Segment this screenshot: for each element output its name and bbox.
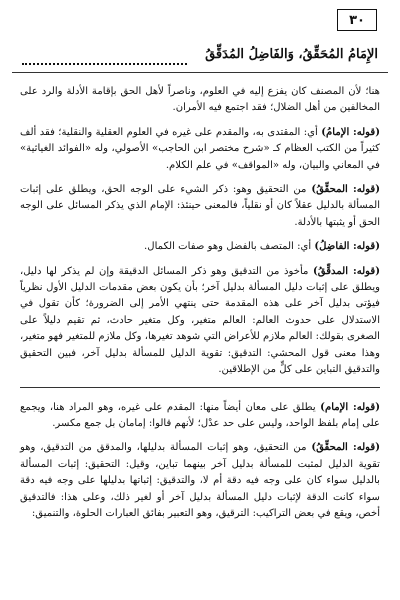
paragraph	[20, 84, 380, 117]
paragraph-text: يطلق على معان أيضاً منها: المقدم على غيره، وهو المراد هنا، ويجمع على إمام بلفظ الواحد، وليس على حد عدْل؛ لأنهم قالوا: إمامان بل جمع مكسر.	[20, 401, 380, 429]
paragraph	[20, 125, 380, 174]
page-number: ٣٠	[349, 12, 365, 28]
header-divider	[12, 72, 388, 73]
section-divider	[20, 387, 380, 388]
page-number-box	[337, 9, 377, 31]
paragraph-text: هنا؛ لأن المصنف كان يفزع إليه في العلوم، وناصراً لأهل الحق بإقامة الأدلة والرد على المخالفين من أهل الضلال؛ فقد اجتمع فيه الأمران.	[20, 86, 380, 114]
paragraph-text: أي: المتصف بالفضل وهو صفات الكمال.	[144, 241, 315, 253]
paragraph-term: (قوله: الفاضِلُ)	[314, 241, 380, 253]
running-header-title: الإِمَامُ المُحَقِّقُ، وَالفَاضِلُ المُدَقِّقُ	[205, 47, 378, 62]
paragraph-text: من التحقيق، وهو إثبات المسألة بدليلها، والمدقق من التدقيق، وهو تقوية الدليل لمثبت للمسألة بدليل آخر بينهما تباين، وقيل: التحقيق: إثبات المسألة بالدليل سواء كان على وجه فيه دقة أم لا، والتدقيق: إثباتها بدليلها على وجه فيه دقة سواء كانت الدقة لإثبات دليل المسألة بدليل آخر أو لغير ذلك، وعلى هذا: فالتدقيق أخص، ويقع في بعض التراكيب: الترقيق، وهو التعبير بفائق العبارات الحلوة، والتنميق:	[20, 442, 380, 519]
commentary-section	[20, 84, 380, 379]
paragraph	[20, 264, 380, 379]
paragraph-term: (قوله: المحقِّقُ)	[311, 442, 380, 454]
paragraph	[20, 182, 380, 231]
paragraph-term: (قوله: الإمامُ)	[321, 126, 380, 138]
paragraph-term: (قوله: المحقِّقُ)	[311, 184, 381, 196]
paragraph	[20, 400, 380, 433]
paragraph-text: مأخوذ من التدقيق وهو ذكر المسائل الدقيقة وإن لم يذكر لها دليل، ويطلق على إثبات دليل المسألة بدليل آخر؛ بأن يكون بعض مقدمات الدليل الأول نظرياً فيؤتى بدليل آخر على هذه المقدمة حتى ينتهي الأمر إلى الضرورة؛ كأن تقول في الاستدلال على حدوث العالم: العالم متغير، وكل متغير حادث، ثم تقيم دليلاً على الصغرى بقولك: العالم ملازم للأعراض التي شوهد تغيرها، وكل ملازم للمتغير فهو متغير، وهذا معنى قول المحشي: التدقيق: تقوية الدليل للمسألة بدليل آخر، فبين التحقيق والتدقيق التباين على كلٍّ من الإطلاقين.	[20, 265, 380, 376]
paragraph-text: أي: المقتدى به، والمقدم على غيره في العلوم العقلية والنقلية؛ فقد ألف كثيراً من الكتب العظام كـ «شرح مختصر ابن الحاجب» الأصولي، وله «الفوائد الغياثية» في المعاني والبيان، وله «المواقف» في علم الكلام.	[20, 126, 380, 171]
paragraph-text: من التحقيق وهو: ذكر الشيء على الوجه الحق، ويطلق على إثبات المسألة بالدليل عقلاً كان أو نقلياً، فالمعنى حينئذ: الإمام الذي يذكر المسائل على الوجه الحق أو يثبتها بالأدلة.	[20, 184, 380, 228]
header-dotted-rule	[22, 63, 187, 65]
paragraph	[20, 239, 380, 255]
paragraph-term: (قوله: المدقِّقُ)	[313, 265, 380, 277]
page-body	[20, 84, 380, 530]
paragraph-term: (قوله: الإمام)	[320, 401, 380, 413]
footnote-section	[20, 400, 380, 523]
paragraph	[20, 440, 380, 522]
